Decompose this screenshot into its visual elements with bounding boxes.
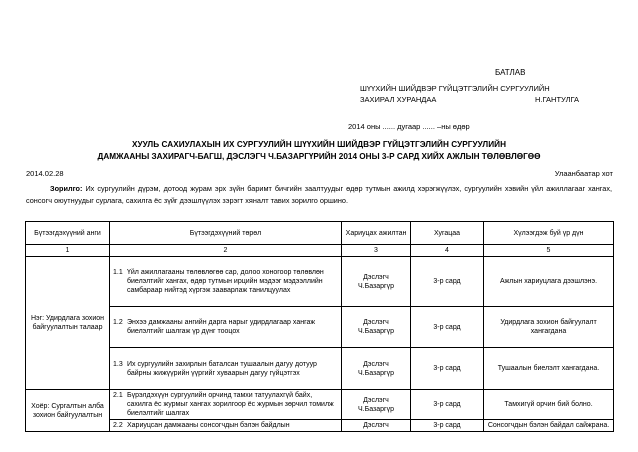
goal-paragraph bbox=[26, 183, 612, 206]
table-row bbox=[26, 420, 614, 432]
column-number: 5 bbox=[484, 245, 614, 257]
approval-date: 2014 оны ...... дугаар ...... –ны өдөр bbox=[348, 122, 470, 131]
owner-cell: Дэслэгч Ч.Базаргүр bbox=[342, 348, 411, 390]
activity-number: 1.2 bbox=[113, 319, 123, 326]
activity-number: 1.3 bbox=[113, 360, 123, 368]
column-number: 2 bbox=[110, 245, 342, 257]
result-cell: Удирдлага зохион байгуулалт хангагдана bbox=[484, 307, 614, 348]
goal-text: Их сургуулийн дүрэм, дотоод журам эрх зүйн баримт бичгийн заалтуудыг өдөр тутмын ажилд хэрэгжүүлэх, сургуулийн хэвийн үйл ажиллагааг хангах, сонсогч оюутнуудыг сурлага, сахилга ёс зүйг дээшлүүлэх зэрэгт хяналт тавих зорилго оршино. bbox=[26, 184, 612, 205]
activity-cell bbox=[110, 420, 342, 432]
category-cell: Нэг: Удирдлага зохион байгуулалтын талаар bbox=[26, 257, 110, 390]
activity-text: Үйл ажиллагааны төлөвлөгөө сар, долоо хоногоор төлөвлөн биелэлтийг хангах, өдөр тутмын ирцийн мэдээг мэдээллийн самбараар нийтэд хүргэж зааварлаж танилцуулах bbox=[127, 269, 324, 294]
result-cell: Тамхигүй орчин бий болно. bbox=[484, 390, 614, 420]
table-row bbox=[26, 348, 614, 390]
table-row bbox=[26, 390, 614, 420]
plan-table bbox=[25, 221, 614, 432]
activity-text: Их сургуулийн захирлын баталсан тушаалын дагуу дотуур байрны жижүүрийн үүргийг хуваарын дагуу гүйцэтгэх bbox=[127, 360, 317, 377]
approval-heading: БАТЛАВ bbox=[495, 68, 526, 77]
activity-cell bbox=[110, 307, 342, 348]
document-title-line-2: ДАМЖААНЫ ЗАХИРАГЧ-БАГШ, ДЭСЛЭГЧ Ч.БАЗАРГҮРИЙН 2014 ОНЫ 3-Р САРД ХИЙХ АЖЛЫН ТӨЛӨВЛӨГӨӨ bbox=[97, 152, 541, 161]
time-cell: 3-р сард bbox=[411, 307, 484, 348]
owner-cell: Дэслэгч Ч.Базаргүр bbox=[342, 257, 411, 307]
time-cell: 3-р сард bbox=[411, 257, 484, 307]
header-cell: Бүтээгдэхүүний анги bbox=[26, 222, 110, 245]
activity-text: Бүрэлдэхүүн сургуулийн орчинд тамхи татуулахгүй байх, сахилга ёс журмыг хангах зорилгоор ёс журмын зөрчил томилж биелэлтийг шалгах bbox=[127, 392, 334, 417]
column-number: 4 bbox=[411, 245, 484, 257]
goal-label: Зорилго: bbox=[50, 184, 83, 193]
category-cell: Хоёр: Сургалтын алба зохион байгуулалтын bbox=[26, 390, 110, 432]
header-cell: Хүлээгдэж буй үр дүн bbox=[484, 222, 614, 245]
approval-signer: Н.ГАНТУЛГА bbox=[535, 95, 580, 104]
table-row bbox=[26, 257, 614, 307]
result-cell: Ажлын хариуцлага дээшлэнэ. bbox=[484, 257, 614, 307]
column-number: 3 bbox=[342, 245, 411, 257]
document-city: Улаанбаатар хот bbox=[554, 169, 613, 178]
header-cell: Бүтээгдэхүүний төрөл bbox=[110, 222, 342, 245]
document-title-line-1: ХУУЛЬ САХИУЛАХЫН ИХ СУРГУУЛИЙН ШҮҮХИЙН ШИЙДВЭР ГҮЙЦЭТГЭЛИЙН СУРГУУЛИЙН bbox=[131, 140, 507, 149]
header-cell: Хугацаа bbox=[411, 222, 484, 245]
result-cell: Тушаалын биелэлт хангагдана. bbox=[484, 348, 614, 390]
activity-cell bbox=[110, 257, 342, 307]
owner-cell: Дэслэгч bbox=[342, 420, 411, 432]
table-number-row bbox=[26, 245, 614, 257]
owner-cell: Дэслэгч Ч.Базаргүр bbox=[342, 390, 411, 420]
column-number: 1 bbox=[26, 245, 110, 257]
table-header-row bbox=[26, 222, 614, 245]
activity-cell bbox=[110, 390, 342, 420]
activity-text: Энхээ дамжааны ангийн дарга нарыг удирдлагаар хангаж биелэлтийг шалгаж үр дүнг тооцох bbox=[127, 319, 316, 335]
owner-cell: Дэслэгч Ч.Базаргүр bbox=[342, 307, 411, 348]
time-cell: 3-р сард bbox=[411, 420, 484, 432]
table-row bbox=[26, 307, 614, 348]
activity-number: 2.1 bbox=[113, 392, 123, 399]
result-cell: Сонсогчдын бэлэн байдал сайжрана. bbox=[484, 420, 614, 432]
approval-block bbox=[0, 0, 638, 110]
approval-line-1: ШҮҮХИЙН ШИЙДВЭР ГҮЙЦЭТГЭЛИЙН СУРГУУЛИЙН bbox=[360, 84, 550, 93]
approval-line-2: ЗАХИРАЛ ХУРАНДАА bbox=[360, 95, 437, 104]
activity-number: 2.2 bbox=[113, 422, 123, 429]
activity-text: Хариуцсан дамжааны сонсогчдын бэлэн байдлын bbox=[127, 422, 290, 429]
time-cell: 3-р сард bbox=[411, 390, 484, 420]
header-cell: Хариуцах ажилтан bbox=[342, 222, 411, 245]
activity-number: 1.1 bbox=[113, 269, 123, 276]
time-cell: 3-р сард bbox=[411, 348, 484, 390]
activity-cell bbox=[110, 348, 342, 390]
document-date: 2014.02.28 bbox=[26, 169, 64, 178]
